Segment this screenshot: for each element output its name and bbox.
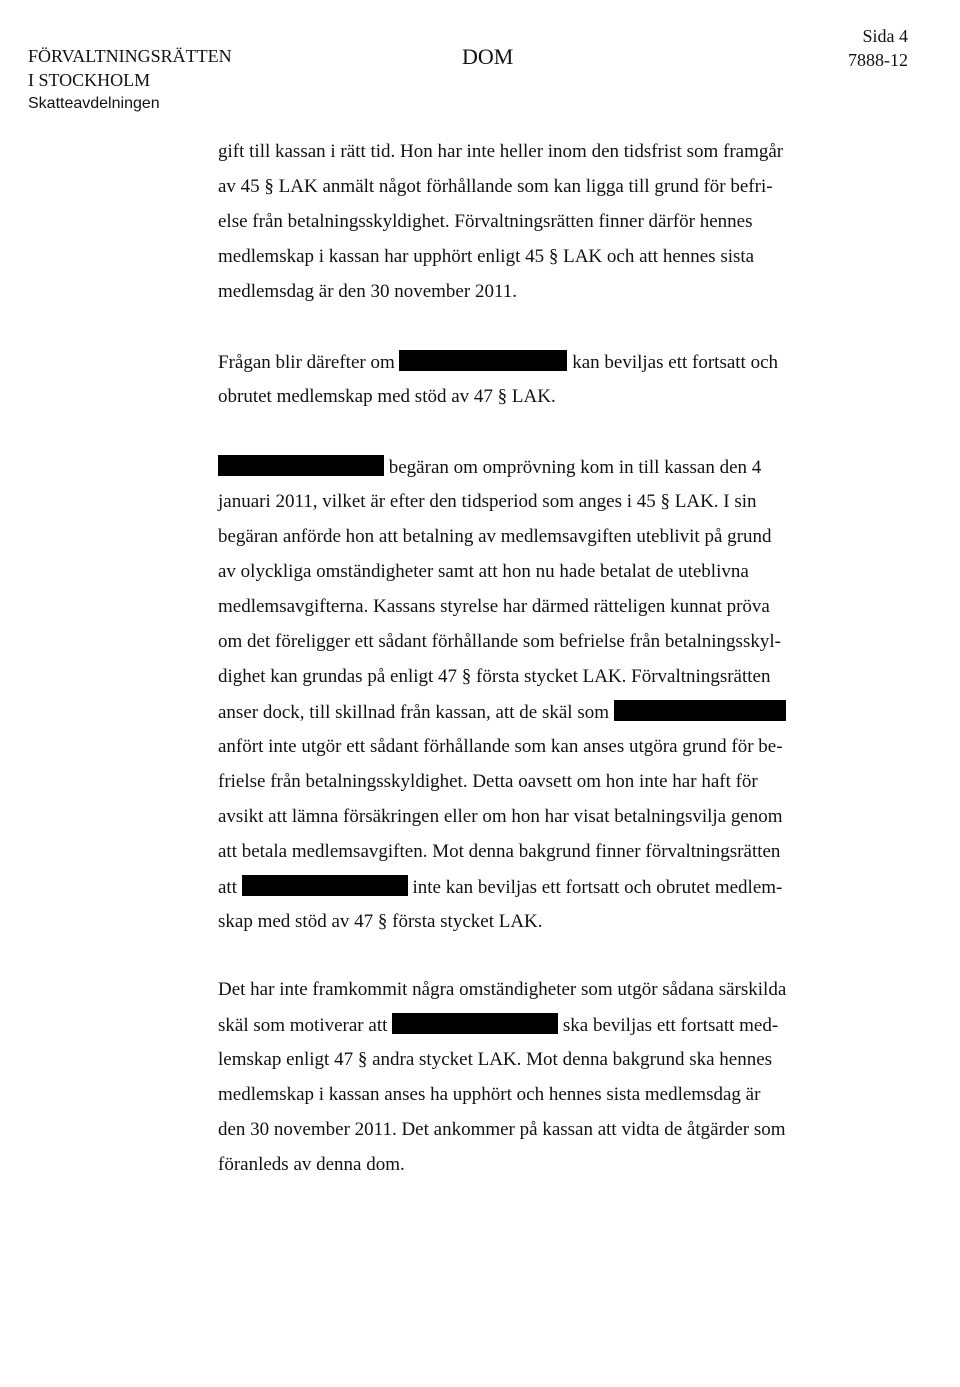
text-segment: att <box>218 877 237 898</box>
text-line: att betala medlemsavgiften. Mot denna bakgrund finner förvaltningsrätten <box>218 841 781 862</box>
redaction-bar <box>399 350 567 371</box>
text-line: medlemskap i kassan har upphört enligt 45 § LAK och att hennes sista <box>218 246 755 267</box>
text-line: medlemskap i kassan anses ha upphört och hennes sista medlemsdag är <box>218 1084 761 1105</box>
text-line: avsikt att lämna försäkringen eller om hon har visat betalningsvilja genom <box>218 806 783 827</box>
text-line: den 30 november 2011. Det ankommer på kassan att vidta de åtgärder som <box>218 1119 786 1140</box>
document-type: DOM <box>462 44 514 69</box>
text-line: dighet kan grundas på enligt 47 § första stycket LAK. Förvaltningsrätten <box>218 666 771 687</box>
text-line: obrutet medlemskap med stöd av 47 § LAK. <box>218 386 556 407</box>
text-line: januari 2011, vilket är efter den tidsperiod som anges i 45 § LAK. I sin <box>218 491 757 512</box>
text-segment: ska beviljas ett fortsatt med- <box>562 1015 779 1036</box>
page-info <box>848 24 908 72</box>
court-location: I STOCKHOLM <box>28 70 151 90</box>
text-line: medlemsavgifterna. Kassans styrelse har därmed rätteligen kunnat pröva <box>218 596 770 617</box>
page-number: Sida 4 <box>862 26 908 46</box>
case-number: 7888-12 <box>848 50 908 70</box>
text-line <box>218 350 778 375</box>
redaction-bar <box>392 1013 558 1034</box>
text-line: anfört inte utgör ett sådant förhållande som kan anses utgöra grund för be- <box>218 736 783 757</box>
redaction-bar <box>218 455 384 476</box>
text-line: frielse från betalningsskyldighet. Detta oavsett om hon inte har haft för <box>218 771 758 792</box>
text-line: skap med stöd av 47 § första stycket LAK. <box>218 911 543 932</box>
text-line: medlemsdag är den 30 november 2011. <box>218 281 517 302</box>
text-segment: kan beviljas ett fortsatt och <box>572 352 779 373</box>
text-line: om det föreligger ett sådant förhållande som befrielse från betalningsskyl- <box>218 631 781 652</box>
court-name: FÖRVALTNINGSRÄTTEN <box>28 46 232 66</box>
text-line: else från betalningsskyldighet. Förvaltningsrätten finner därför hennes <box>218 211 753 232</box>
redaction-bar <box>614 700 786 721</box>
text-line: gift till kassan i rätt tid. Hon har inte heller inom den tidsfrist som framgår <box>218 141 784 162</box>
text-line <box>218 455 761 480</box>
redaction-bar <box>242 875 408 896</box>
department: Skatteavdelningen <box>28 95 160 112</box>
text-segment: anser dock, till skillnad från kassan, att de skäl som <box>218 702 609 723</box>
text-line <box>218 1013 778 1038</box>
text-segment: begäran om omprövning kom in till kassan den 4 <box>388 457 762 478</box>
text-line: av olyckliga omständigheter samt att hon nu hade betalat de uteblivna <box>218 561 749 582</box>
text-segment: skäl som motiverar att <box>218 1015 388 1036</box>
text-line: Det har inte framkommit några omständigheter som utgör sådana särskilda <box>218 979 787 1000</box>
text-line <box>218 875 782 900</box>
text-line: föranleds av denna dom. <box>218 1154 405 1175</box>
text-segment: Frågan blir därefter om <box>218 352 395 373</box>
text-line: begäran anförde hon att betalning av medlemsavgiften uteblivit på grund <box>218 526 772 547</box>
text-line: av 45 § LAK anmält något förhållande som kan ligga till grund för befri- <box>218 176 773 197</box>
text-line <box>218 700 786 725</box>
text-line: lemskap enligt 47 § andra stycket LAK. Mot denna bakgrund ska hennes <box>218 1049 773 1070</box>
text-segment: inte kan beviljas ett fortsatt och obrutet medlem- <box>412 877 783 898</box>
court-header <box>28 44 232 116</box>
